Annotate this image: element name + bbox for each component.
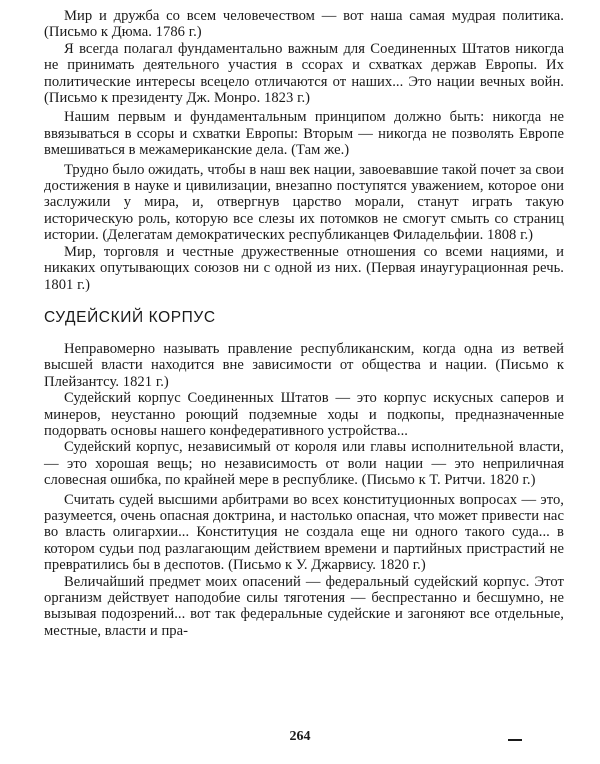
paragraph: Величайший предмет моих опасений — федеральный судейский корпус. Этот организм действует наподобие силы тяготения — беспрестанно и бесшумно, не вызывая подозрений... вот так федеральные судейские и загоняют все отдельные, местные, власти и пра- <box>44 573 564 639</box>
paragraph: Мир и дружба со всем человечеством — вот наша самая мудрая политика. (Письмо к Дюма. 1786 г.) <box>44 8 564 41</box>
section-heading: СУДЕЙСКИЙ КОРПУС <box>44 308 216 326</box>
paragraph: Считать судей высшими арбитрами во всех конституционных вопросах — это, разумеется, очень опасная доктрина, и настолько опасная, что может привести нас во власть олигархии... Конституция не создала еще ни одного такого суда... в котором судьи под разлагающим действием времени и партийных пристрастий не превратились бы в деспотов. (Письмо к У. Джарвису. 1820 г.) <box>44 491 564 574</box>
paragraph: Я всегда полагал фундаментально важным для Соединенных Штатов никогда не принимать деятельного участия в ссорах и схватках держав Европы. Их политические интересы всецело отличаются от наших... Это нации вечных войн. (Письмо к президенту Дж. Монро. 1823 г.) <box>44 40 564 107</box>
paragraph: Судейский корпус, независимый от короля или главы исполнительной власти, — это хорошая вещь; но независимость от воли нации — это неприличная словесная ошибка, по крайней мере в республике. (Письмо к Т. Ритчи. 1820 г.) <box>44 439 564 489</box>
text-column <box>44 8 564 639</box>
page-number: 264 <box>289 729 311 744</box>
paragraph: Судейский корпус Соединенных Штатов — это корпус искусных саперов и минеров, неустанно роющий подземные ходы и подкопы, предназначенные подорвать основы нашего конфедеративного устройства... <box>44 390 564 439</box>
paragraph: Трудно было ожидать, чтобы в наш век нации, завоевавшие такой почет за свои достижения в науке и цивилизации, внезапно поступятся уважением, которое они заслужили у мира, и, отвергнув царство морали, станут играть такую историческую роль, которую все слезы их потомков не смогут смыть со страниц истории. (Делегатам демократических республиканцев Филадельфии. 1808 г.) <box>44 161 564 244</box>
paragraph: Мир, торговля и честные дружественные отношения со всеми нациями, и никаких опутывающих союзов ни с одной из них. (Первая инаугурационная речь. 1801 г.) <box>44 243 564 293</box>
paragraph: Нашим первым и фундаментальным принципом должно быть: никогда не ввязываться в ссоры и схватки Европы: Вторым — никогда не позволять Европе вмешиваться в межамериканские дела. (Там же.) <box>44 109 564 159</box>
continuation-mark <box>508 739 522 741</box>
paragraph: Неправомерно называть правление республиканским, когда одна из ветвей высшей власти находится вне зависимости от общества и нации. (Письмо к Плейзантсу. 1821 г.) <box>44 340 564 390</box>
